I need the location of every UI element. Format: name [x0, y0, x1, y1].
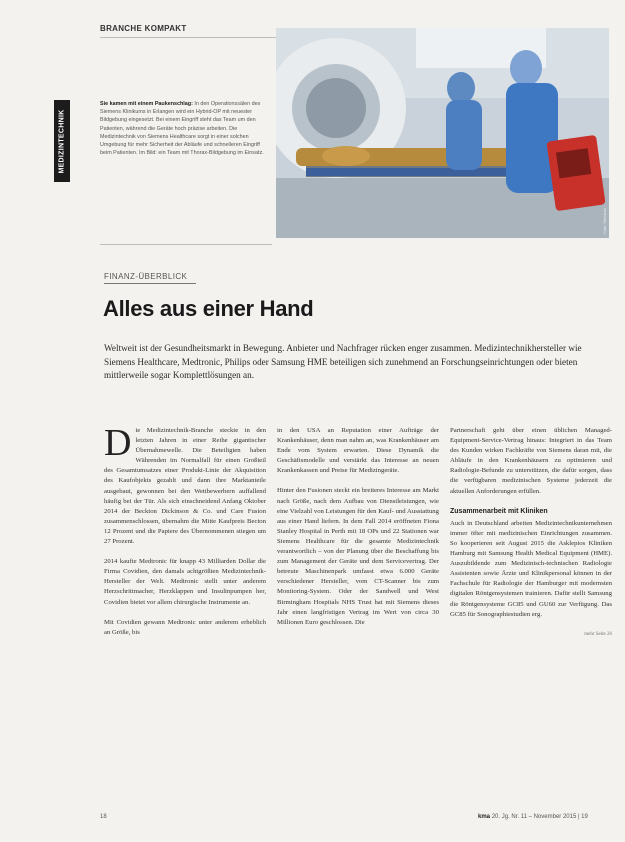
col2-paragraph-2: Hinter den Fusionen steckt ein breiteres Interesse am Markt nach Größe, nach dem Aufbau von Dienstleistungen, wie eine Vielzahl von Leistungen für den Kauf- und Ausstattung aus einer Hand liefern. In dem Fall 2014 eröffneten Fiona Stanley Hospital in Perth mit 18 OPs und 22 Stationen war Siemens Healthcare für die gesamte Medizintechnik verantwortlich – von der Planung über die Beschaffung bis zum Management der Geräte und dem Servicevertrag. Der betreute Maschinenpark umfasst etwa 6.000 Geräte verschiedener Hersteller, vom CT-Scanner bis zum Monitoring-System. Oder der Sandwell und West Birmingham Hospitals NHS Trust hat mit Siemens dieses Jahr einen langfristigen Vertrag im Wert von circa 30 Millionen Euro geschlossen. Die: [277, 487, 439, 626]
continue-note: mehr Seite 26: [584, 631, 612, 637]
article-subhead: Zusammenarbeit mit Kliniken: [450, 507, 548, 515]
caption-lead: Sie kamen mit einem Paukenschlag:: [100, 101, 193, 107]
article-lead: Weltweit ist der Gesundheitsmarkt in Bewegung. Anbieter und Nachfrager rücken enger zusammen. Medizintechnikhersteller wie Siemens Healthcare, Medtronic, Philips oder Samsung HME beteiligen sich zunehmend an Forschungseinrichtungen oder bieten mittlerweile sogar Komplettlösungen an.: [104, 343, 582, 381]
article-column-3: [450, 426, 612, 640]
photo-credit: Foto: Siemens: [602, 208, 607, 234]
dropcap: D: [104, 422, 132, 464]
article-column-1: [104, 422, 266, 638]
article-kicker: FINANZ-ÜBERBLICK: [104, 272, 188, 281]
magazine-name: kma: [478, 814, 491, 820]
issue-info: 20. Jg. Nr. 11 – November 2015 | 19: [491, 814, 588, 820]
caption-text: In den Operationssälen des Siemens Klinikums in Erlangen wird ein Hybrid-OP mit neuester Bildgebung eingesetzt. Bei einem Eingriff steht das Team um den Patienten, während die Geräte hoch präzise arbeiten. Die Medizintechnik von Siemens Healthcare sorgt in einer solchen Umgebung für mehr Sicherheit der Abläufe und schnelleren Eingriff beim Patienten. Im Bild: ein Team mit Thorax-Bildgebung im Einsatz.: [100, 101, 264, 157]
col1-paragraph-1: [104, 422, 266, 547]
operating-room-illustration: [276, 28, 609, 238]
side-tab-label: MEDIZINTECHNIK: [58, 108, 66, 174]
col3-paragraph-1: Partnerschaft geht über einen üblichen Managed-Equipment-Service-Vertrag hinaus: Integriert in das Team des Kunden wirken Fachkräfte von Siemens daran mit, die Abläufe in den Krankenhäusern zu optimieren und Radiologie-Befunde zu unterstützen, die dafür sorgen, dass die verfügbaren medizinischen Systeme jederzeit die aktuellen Anforderungen erfüllen.: [450, 427, 612, 495]
col1-paragraph-2: 2014 kaufte Medtronic für knapp 43 Milliarden Dollar die Firma Covidien, den damals achtgrößten Medizintechnik-Hersteller der Welt. Medtronic stellt unter anderem Herzschrittmacher, Herzklappen und Insulinpumpen her, Covidien bietet vor allem chirurgische Instrumente an.: [104, 558, 266, 606]
photo-caption: [100, 100, 268, 157]
article-title: Alles aus einer Hand: [103, 296, 314, 321]
article-column-2: [277, 426, 439, 628]
page-number-left: 18: [100, 814, 107, 820]
kicker-underline: [104, 283, 196, 284]
col2-paragraph-1: in den USA an Reputation einer Aufträge der Krankenhäuser, denn man nahm an, was Krankenhäuser am Ende vom System erwarten. Diese Dynamik die Geschäftsmodelle und verstärkt das Interesse an neuen Krankenkassen und Preise für Medizingeräte.: [277, 427, 439, 475]
side-tab: [54, 100, 70, 182]
caption-rule: [100, 244, 272, 245]
section-header: BRANCHE KOMPAKT: [100, 24, 187, 33]
col1-paragraph-1-text: ie Medizintechnik-Branche steckte in den letzten Jahren in einer Reihe gigantischer Übernahmewelle. Die Beteiligten haben Währenden im Normalfall für einen Großteil des Gesamtumsatzes einer Produkt-Linie der Akquisition des Kaufobjekts gezahlt und dann ihre Marktanteile ausgebaut, gewonnen bei den Wettbewerbern auffallend häufig bei der Tür. Als sich einschneidend Anfang Oktober 2014 der Beckton Dickinson & Co. und Care Fusion zusammenschlossen, übernahm die Mitte Kaufpreis Becton 12 Prozent und die Papiere des Übernommenen stiegen um 27 Prozent.: [104, 427, 266, 546]
page-footer: [478, 814, 588, 820]
hero-photo: [276, 28, 609, 238]
header-rule: [100, 37, 278, 38]
col1-paragraph-3: Mit Covidien gewann Medtronic unter anderem erheblich an Größe, bis: [104, 618, 266, 636]
col3-paragraph-2: Auch in Deutschland arbeiten Medizintechnikunternehmen immer öfter mit medizinischen Einrichtungen zusammen. So kooperieren seit August 2015 die Asklepios Kliniken Hamburg mit Samsung Health Medical Equipment (HME). Auszubildende zum Medizinisch-technischen Radiologie Assistenten sowie Ärzte und Klinikpersonal können in der Fachschule für Radiologie der Hamburger mit modernsten digitalen Röntgensystemen trainieren. Dafür stellt Samsung die Röntgensysteme GC85 und GU60 zur Verfügung. Das GC85 für Sonographiestudien erg.: [450, 519, 612, 618]
